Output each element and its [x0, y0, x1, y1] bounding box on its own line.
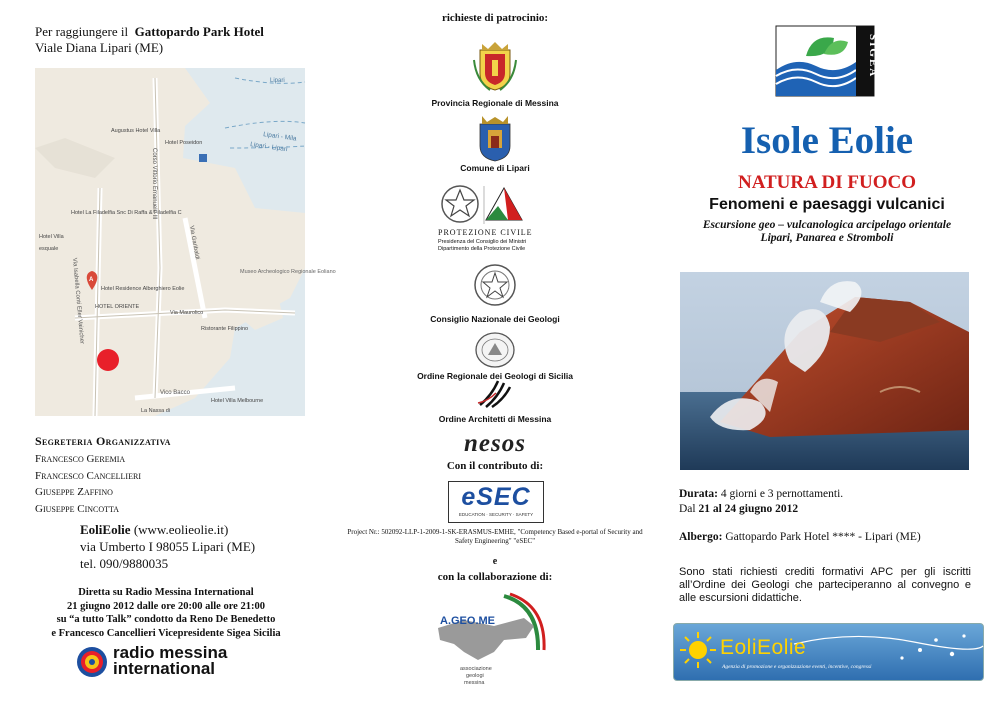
map-label: La Nassa di: [141, 408, 171, 414]
address-line-2: Viale Diana Lipari (ME): [35, 40, 164, 55]
contact-name: EoliEolie: [80, 522, 131, 537]
eolieolie-logo-text: EoliEolie: [720, 636, 807, 659]
patrocinio-title: richieste di patrocinio:: [441, 12, 549, 24]
radio-line: e Francesco Cancellieri Vicepresidente Sigea Sicilia: [51, 627, 281, 639]
map-label: Ristorante Filippino: [201, 326, 249, 332]
esec-logo: [448, 481, 544, 523]
map-label: Lipari - Mila: [262, 131, 297, 143]
comune-crest-icon: [476, 116, 514, 162]
dates-line: Dal 21 al 24 giugno 2012: [679, 503, 799, 515]
protezione-civile-logo: [438, 184, 538, 226]
eolieolie-tagline: Agenzia di promozione e organizzazione eventi, incentive, congressi: [722, 664, 872, 670]
list-item: Francesco Geremia: [35, 453, 126, 465]
contact-block: [80, 521, 255, 572]
hotel-location-dot: [97, 349, 119, 371]
sigea-logo: [776, 26, 879, 96]
map-label: Museo Archeologico Regionale Eoliano: [240, 269, 336, 275]
map-label: Hotel Villa: [39, 234, 64, 240]
conjunction-e: e: [492, 556, 498, 567]
map-label: Via Garibaldi: [188, 225, 200, 261]
right-panel: [662, 0, 992, 701]
radio-line: 21 giugno 2012 dalle ore 20:00 alle ore 21:00: [67, 600, 265, 612]
radio-line: Diretta su Radio Messina International: [78, 587, 254, 598]
consiglio-emblem-icon: [472, 262, 518, 308]
map-label: Hotel La Filadelfia Snc Di Raffa & Filadelfia C: [71, 210, 182, 216]
left-panel: [0, 0, 336, 701]
esec-logo-subtitle: EDUCATION · SECURITY · SAFETY: [458, 512, 534, 517]
protezione-civile-subtitle: Presidenza del Consiglio dei Ministri Dipartimento della Protezione Civile: [438, 239, 527, 252]
radio-logo-line: international: [113, 659, 216, 678]
org-consiglio: Consiglio Nazionale dei Geologi: [430, 314, 560, 324]
provincia-crest-icon: [472, 40, 518, 92]
list-item: Francesco Cancellieri: [35, 469, 141, 482]
subtitle-natura: NATURA DI FUOCO: [737, 172, 917, 193]
map-label: Hotel Residence Alberghiero Eolie: [101, 286, 185, 292]
nesos-logo: nesos: [464, 430, 526, 457]
stromboli-photo: [680, 272, 969, 470]
map-label: Via Isabella Conti Eller Vainicher: [71, 257, 85, 345]
map-label: HOTEL ORIENTE: [95, 304, 140, 310]
ordine-geologi-emblem-icon: [472, 331, 518, 369]
main-title: Isole Eolie: [740, 119, 914, 162]
map-label: Corso Vittorio Emanuele III: [151, 148, 157, 220]
contact-website: (www.eolieolie.it): [133, 522, 229, 537]
map-label: Lipari - Lipari: [249, 141, 288, 154]
radio-messina-logo: [70, 643, 250, 681]
segreteria-title: Segreteria Organizzativa: [35, 434, 171, 448]
radio-target-icon: [74, 644, 110, 680]
project-reference: Project Nr.: 502092-LLP-1-2009-1-SK-ERASMUS-EMHE, "Competency Based e-portal of Security and Safety Engineering" "eSEC": [347, 528, 643, 545]
org-comune: Comune di Lipari: [460, 163, 530, 173]
ordine-architetti-logo: [478, 379, 512, 409]
map-label: Hotel Villa Melbourne: [211, 398, 264, 404]
subtitle-fenomeni: Fenomeni e paesaggi vulcanici: [709, 196, 945, 213]
contact-phone: tel. 090/9880035: [80, 556, 169, 571]
contributo-title: Con il contributo di:: [446, 460, 544, 472]
map-label: Lipari: [270, 78, 285, 84]
contact-address: via Umberto I 98055 Lipari (ME): [80, 539, 256, 554]
protezione-civile-title: PROTEZIONE CIVILE: [438, 228, 533, 237]
org-provincia: Provincia Regionale di Messina: [431, 98, 559, 108]
ageome-logo: [434, 590, 554, 688]
ageome-logo-subtext: associazione: [460, 666, 492, 672]
map-label: esquale: [39, 246, 59, 252]
ferry-icon: [199, 154, 207, 162]
address-line-1: Per raggiungere il Gattopardo Park Hotel: [35, 24, 264, 39]
map-pin-label: A: [89, 277, 94, 283]
list-item: Giuseppe Zaffino: [35, 486, 113, 498]
sun-icon: [680, 632, 716, 668]
list-item: Giuseppe Cincotta: [35, 502, 120, 515]
subtitle-line: Escursione geo – vulcanologica arcipelago orientale: [702, 219, 952, 231]
durata-line: Durata: 4 giorni e 3 pernottamenti.: [679, 488, 844, 500]
eolieolie-banner: [673, 623, 984, 681]
radio-line: su “a tutto Talk” condotto da Reno De Benedetto: [56, 614, 276, 625]
ageome-logo-subtext: messina: [464, 680, 485, 686]
map-label: Hotel Poseidon: [165, 140, 203, 146]
map-label: Vico Bacco: [160, 390, 190, 396]
radio-logo-line: radio messina: [113, 643, 228, 662]
subtitle-escursione: [662, 219, 992, 245]
ageome-logo-text: A.GEO.ME: [440, 615, 496, 627]
sigea-logo-text: SIGEA: [867, 34, 879, 79]
radio-announcement: [16, 586, 316, 640]
map-label: Augustus Hotel Villa: [111, 128, 161, 134]
middle-panel: [330, 0, 660, 701]
map-label: Via Maurolico: [170, 310, 204, 316]
esec-logo-text: eSEC: [461, 483, 531, 511]
org-architetti: Ordine Architetti di Messina: [438, 414, 552, 424]
credit-info: Sono stati richiesti crediti formativi APC per gli iscritti all’Ordine dei Geologi che parteciperanno al convegno e alle escursioni didattiche.: [679, 566, 971, 604]
collaborazione-title: con la collaborazione di:: [437, 571, 553, 583]
albergo-line: Albergo: Gattopardo Park Hotel **** - Lipari (ME): [679, 531, 921, 543]
segreteria-names: [35, 451, 141, 517]
org-ordine-geologi: Ordine Regionale dei Geologi di Sicilia: [417, 371, 573, 381]
subtitle-line: Lipari, Panarea e Stromboli: [760, 232, 894, 244]
ageome-logo-subtext: geologi: [466, 673, 484, 679]
location-map: [35, 68, 336, 416]
